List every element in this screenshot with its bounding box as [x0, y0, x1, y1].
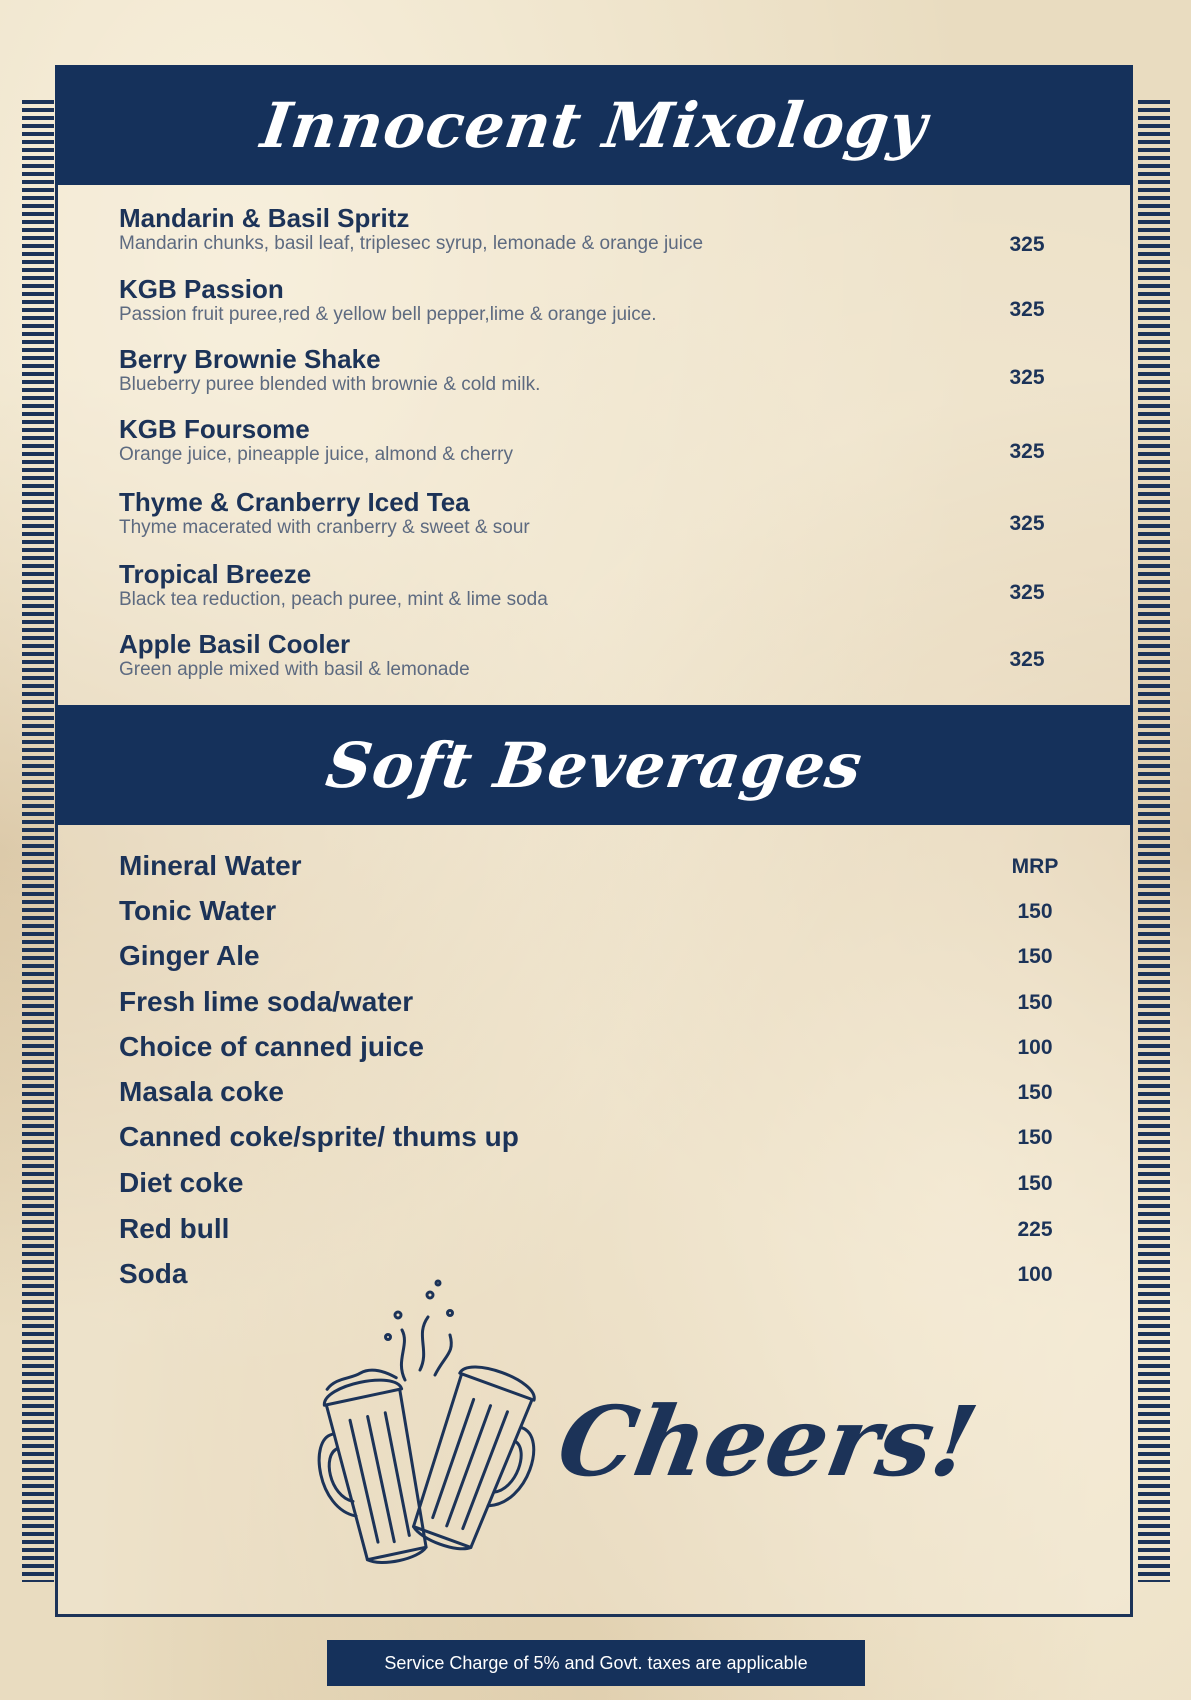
item-name: Ginger Ale: [119, 940, 260, 971]
item-price: MRP: [1011, 855, 1059, 878]
cheers-text: Cheers!: [550, 1385, 986, 1498]
item-name: Soda: [119, 1258, 188, 1289]
item-price: 150: [1017, 945, 1053, 968]
item-name: Apple Basil Cooler: [119, 629, 351, 659]
item-price: 225: [1017, 1218, 1053, 1241]
menu-item: [119, 987, 1069, 1017]
item-price: 150: [1017, 1172, 1053, 1195]
item-price: 150: [1017, 1081, 1053, 1104]
item-name: Masala coke: [119, 1076, 284, 1107]
footer-note: [327, 1640, 865, 1686]
menu-item: [119, 941, 1069, 971]
section-title: Innocent Mixology: [256, 88, 932, 162]
menu-item: [119, 629, 1069, 681]
item-price: 325: [1009, 581, 1045, 604]
section-header-mixology: [55, 65, 1133, 185]
item-name: Mineral Water: [119, 850, 302, 881]
menu-item: [119, 559, 1069, 611]
menu-item: [119, 1032, 1069, 1062]
item-name: Canned coke/sprite/ thums up: [119, 1121, 519, 1152]
item-name: KGB Foursome: [119, 414, 310, 444]
item-description: Blueberry puree blended with brownie & cold milk.: [119, 374, 541, 395]
item-description: Green apple mixed with basil & lemonade: [119, 659, 470, 680]
item-description: Passion fruit puree,red & yellow bell pepper,lime & orange juice.: [119, 304, 657, 325]
item-price: 325: [1009, 512, 1045, 535]
item-price: 150: [1017, 1126, 1053, 1149]
menu-item: [119, 1077, 1069, 1107]
item-price: 325: [1009, 648, 1045, 671]
item-description: Thyme macerated with cranberry & sweet & sour: [119, 517, 530, 538]
section-title: Soft Beverages: [321, 728, 867, 802]
left-stripe-border: [22, 100, 54, 1582]
item-name: Diet coke: [119, 1167, 244, 1198]
item-name: Fresh lime soda/water: [119, 986, 414, 1017]
item-description: Orange juice, pineapple juice, almond & cherry: [119, 444, 513, 465]
menu-item: [119, 344, 1069, 396]
menu-item: [119, 203, 1069, 255]
item-name: Red bull: [119, 1213, 230, 1244]
item-price: 100: [1017, 1036, 1053, 1059]
item-name: Tonic Water: [119, 895, 277, 926]
item-price: 100: [1017, 1263, 1053, 1286]
item-price: 325: [1009, 233, 1045, 256]
item-name: Thyme & Cranberry Iced Tea: [119, 487, 470, 517]
item-price: 150: [1017, 991, 1053, 1014]
item-name: Berry Brownie Shake: [119, 344, 381, 374]
item-price: 325: [1009, 298, 1045, 321]
clinking-beer-mugs-icon: [310, 1275, 560, 1575]
item-price: 150: [1017, 900, 1053, 923]
item-description: Mandarin chunks, basil leaf, triplesec syrup, lemonade & orange juice: [119, 233, 704, 254]
menu-item: [119, 1259, 1069, 1289]
item-price: 325: [1009, 440, 1045, 463]
right-stripe-border: [1138, 100, 1170, 1582]
footer-text: Service Charge of 5% and Govt. taxes are applicable: [384, 1652, 808, 1673]
item-name: Choice of canned juice: [119, 1031, 424, 1062]
item-price: 325: [1009, 366, 1045, 389]
item-description: Black tea reduction, peach puree, mint & lime soda: [119, 589, 548, 610]
menu-item: [119, 414, 1069, 466]
item-name: Tropical Breeze: [119, 559, 312, 589]
item-name: Mandarin & Basil Spritz: [119, 203, 410, 233]
menu-item: [119, 1214, 1069, 1244]
item-name: KGB Passion: [119, 274, 284, 304]
menu-item: [119, 896, 1069, 926]
menu-item: [119, 487, 1069, 539]
menu-item: [119, 1168, 1069, 1198]
menu-item: [119, 1122, 1069, 1152]
menu-item: [119, 851, 1069, 881]
menu-item: [119, 274, 1069, 326]
section-header-soft-beverages: [55, 705, 1133, 825]
